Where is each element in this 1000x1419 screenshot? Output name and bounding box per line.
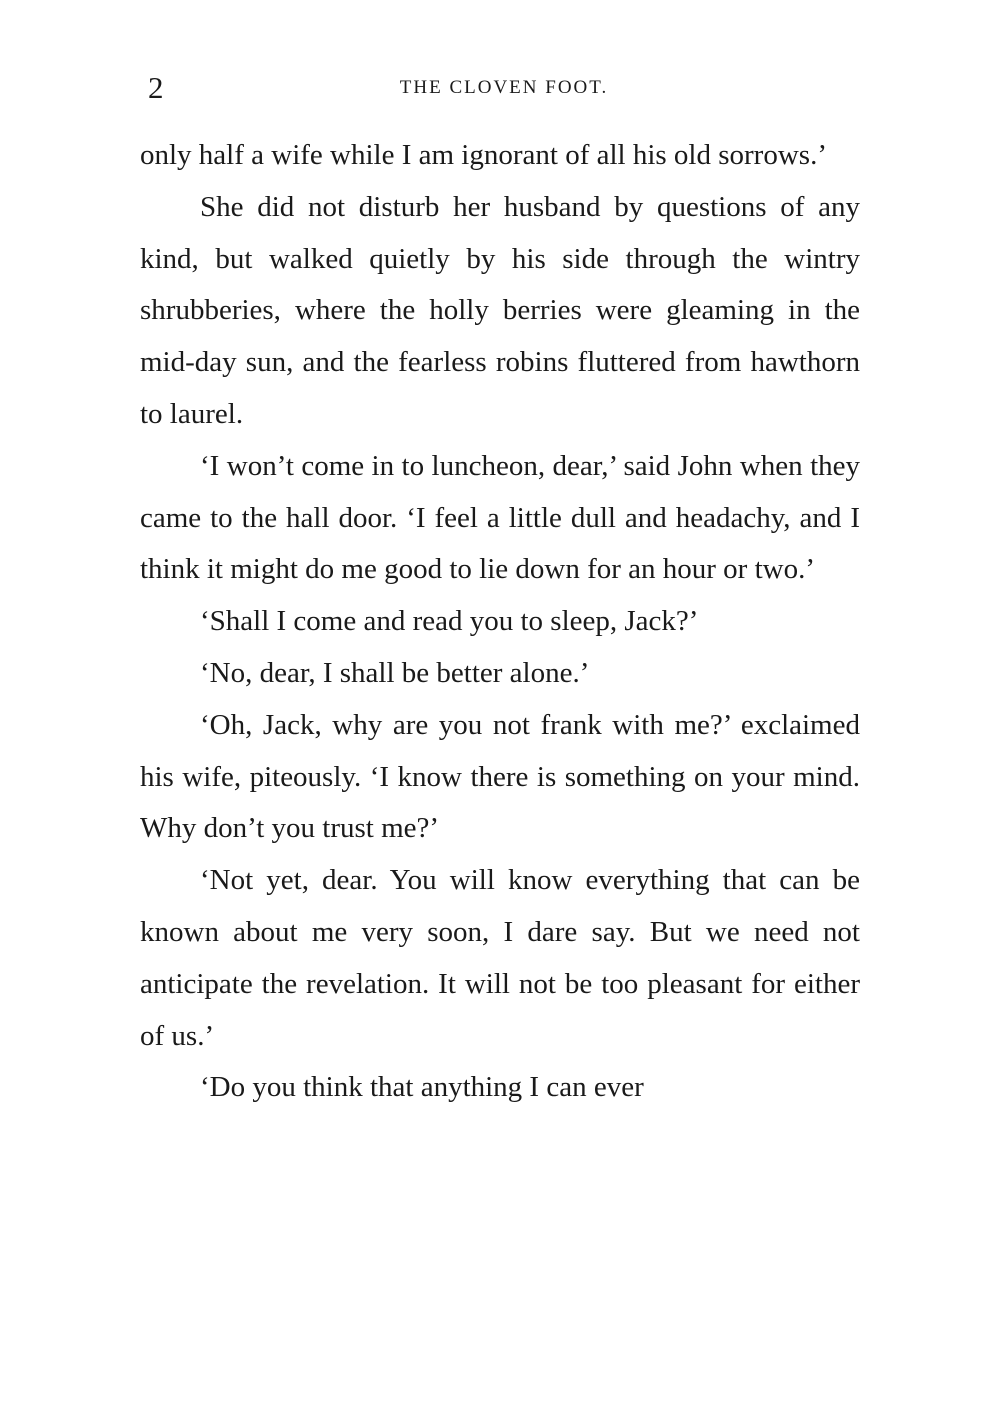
paragraph: only half a wife while I am ignorant of all his old sorrows.’	[140, 139, 827, 171]
paragraph: ‘No, dear, I shall be better alone.’	[200, 656, 590, 689]
page-header	[148, 70, 860, 110]
paragraph: ‘Oh, Jack, why are you not frank with me?’ exclaimed his wife, piteously. ‘I know there is something on your mind. Why don’t you trust me?’	[140, 708, 860, 845]
running-title: THE CLOVEN FOOT.	[399, 77, 609, 98]
paragraph: ‘Do you think that anything I can ever	[200, 1071, 644, 1104]
paragraph: ‘I won’t come in to luncheon, dear,’ said John when they came to the hall door. ‘I feel a little dull and headachy, and I think it might do me good to lie down for an hour or two.’	[140, 449, 860, 586]
paragraph: ‘Not yet, dear. You will know everything that can be known about me very soon, I dare say. But we need not anticipate the revelation. It will not be too pleasant for either of us.’	[140, 864, 860, 1052]
page-number: 2	[148, 70, 164, 105]
body-text	[140, 130, 860, 1114]
paragraph: ‘Shall I come and read you to sleep, Jack?’	[200, 605, 699, 638]
paragraph: She did not disturb her husband by questions of any kind, but walked quietly by his side through the wintry shrubberies, where the holly berries were gleaming in the mid-day sun, and the fearless robins fluttered from hawthorn to laurel.	[140, 190, 860, 430]
